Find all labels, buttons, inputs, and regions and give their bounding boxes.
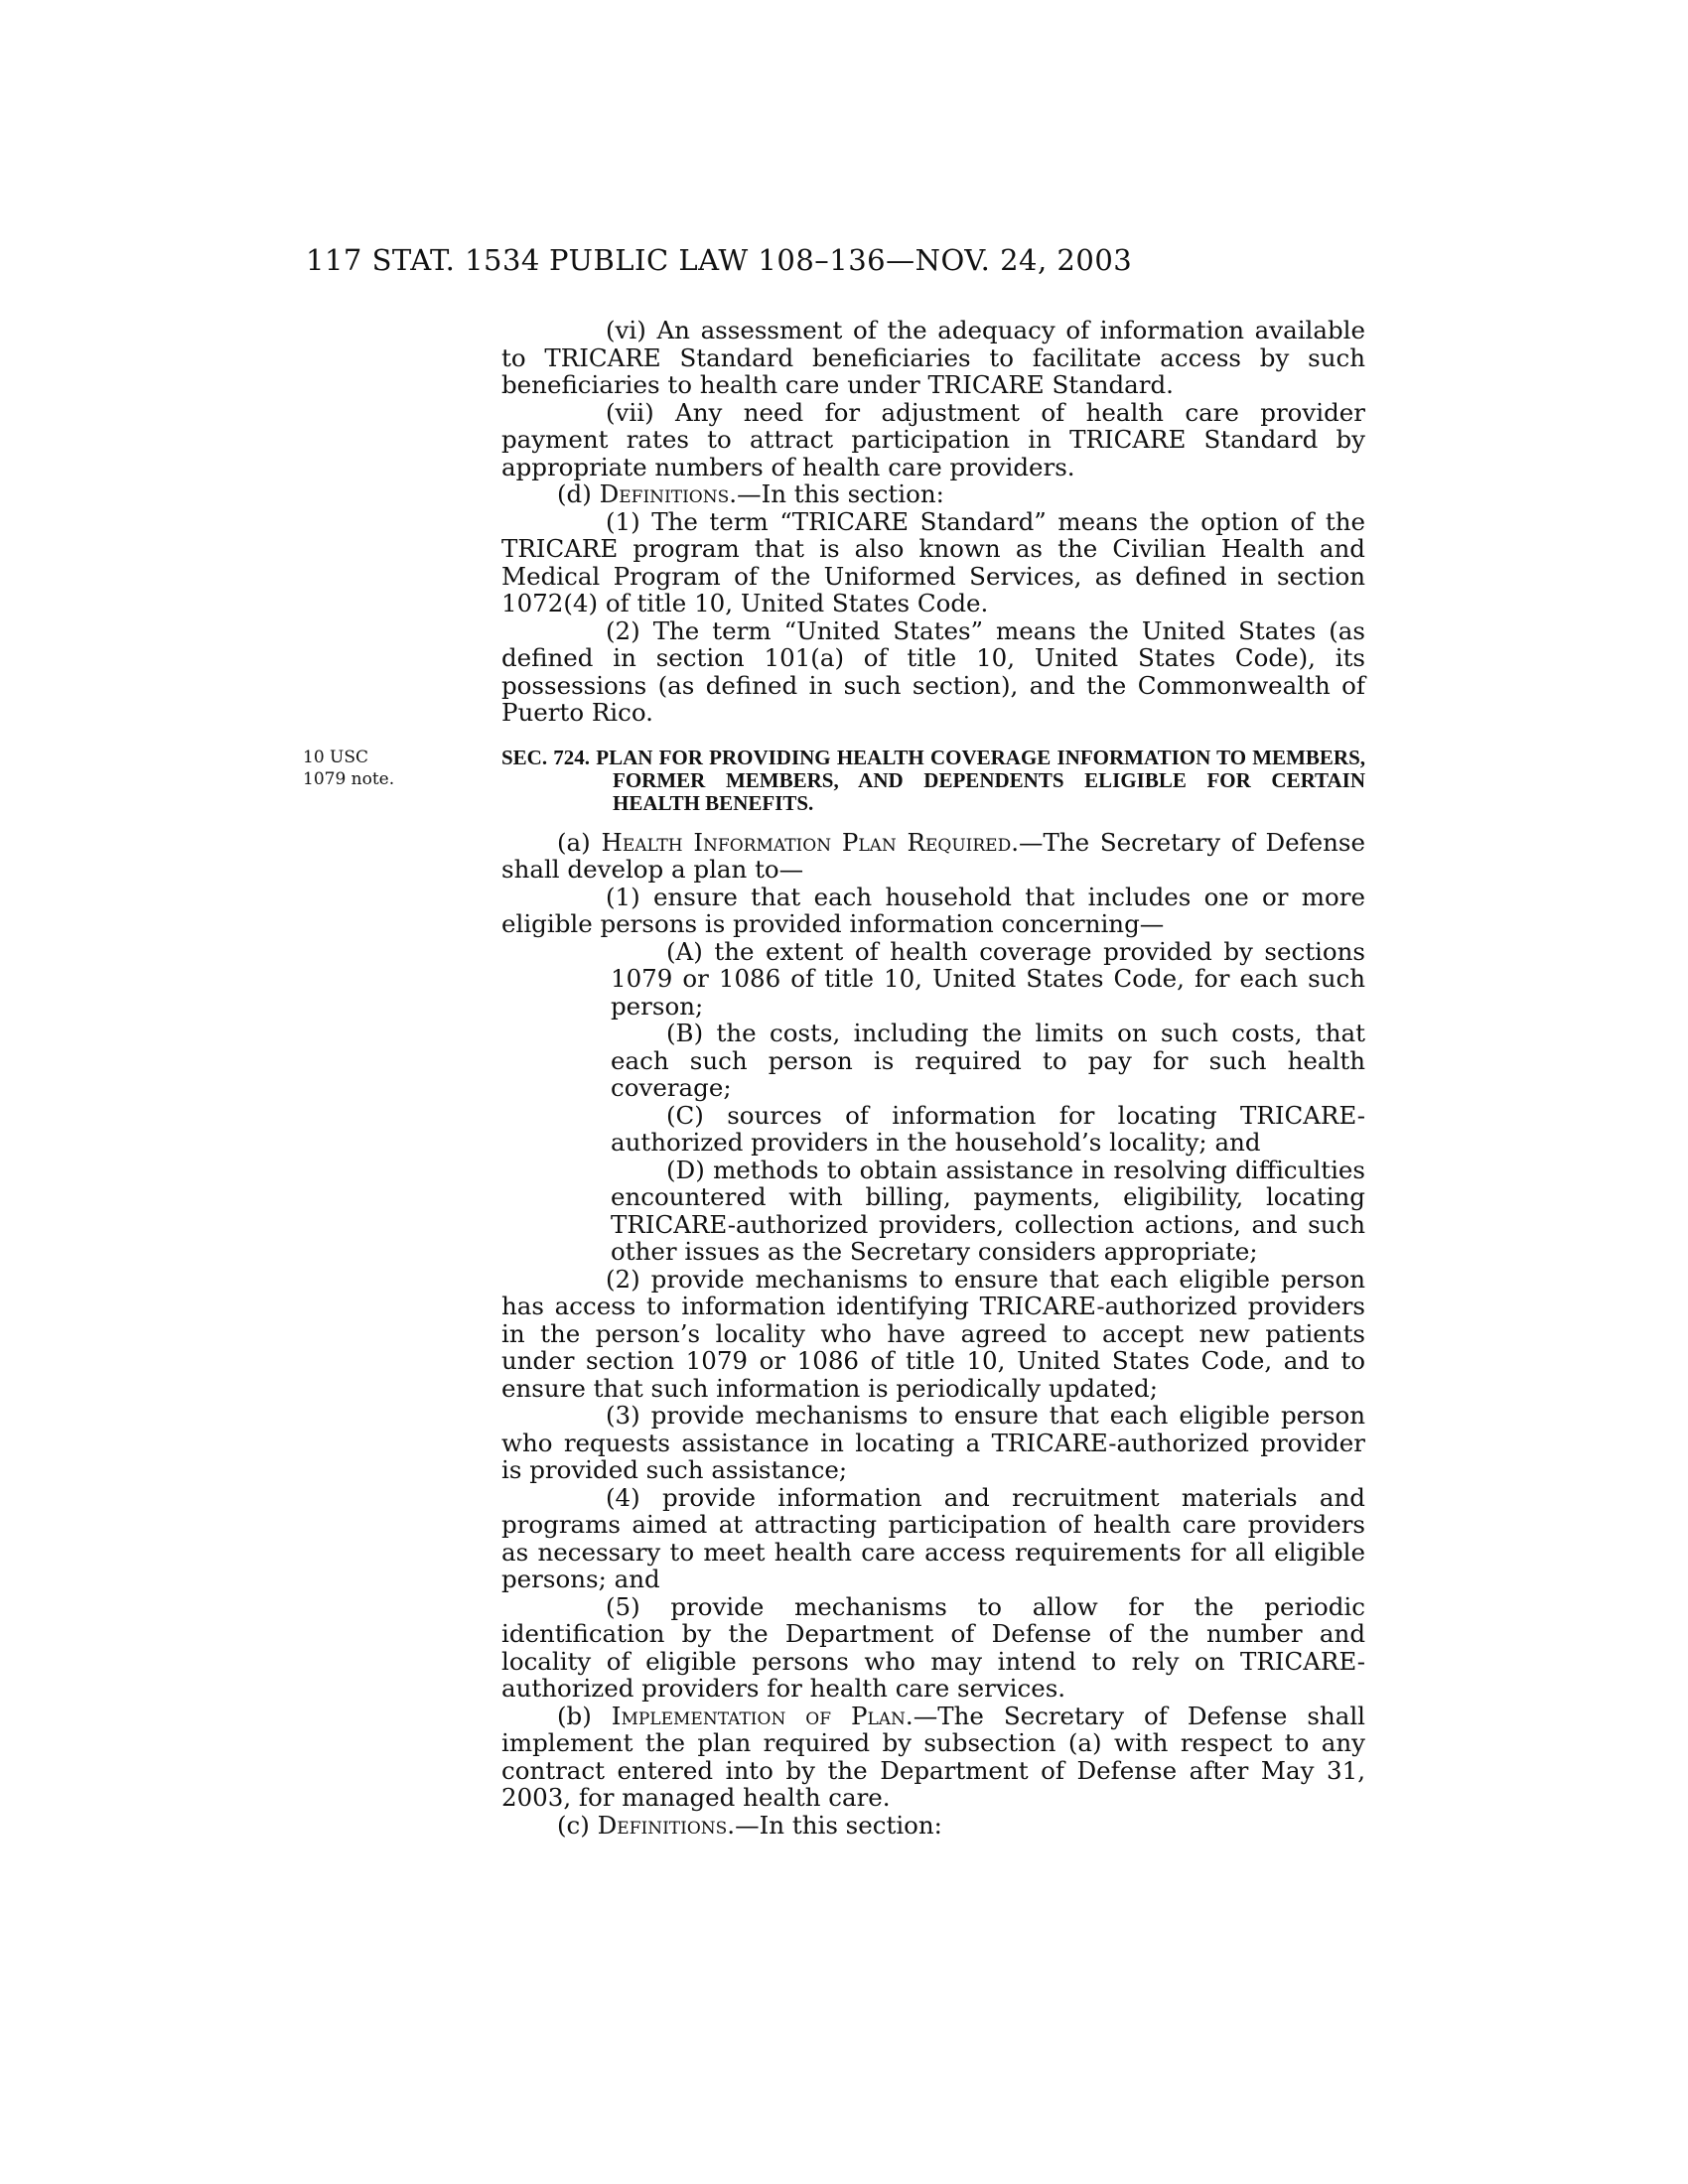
paragraph-a1-A: (A) the extent of health coverage provided by sections 1079 or 1086 of title 10, United States Code, for each such person;	[611, 936, 1365, 1021]
paragraph-a3: (3) provide mechanisms to ensure that each eligible person who requests assistance in locating a TRICARE-authorized provider is provided such assistance;	[501, 1401, 1365, 1484]
definition-2: (2) The term “United States” means the United States (as defined in section 101(a) of title 10, United States Code), its possessions (as defined in such section), and the Commonwealth of Puerto Rico.	[501, 615, 1365, 727]
paragraph-vii: (vii) Any need for adjustment of health care provider payment rates to attract participation in TRICARE Standard by appropriate numbers of health care providers.	[501, 397, 1365, 481]
subsection-d-label: (d)	[557, 479, 600, 508]
subsection-c-heading: Definitions.	[597, 1810, 736, 1840]
public-law-title: PUBLIC LAW 108–136—NOV. 24, 2003	[549, 243, 1133, 277]
paragraph-a2: (2) provide mechanisms to ensure that each eligible person has access to information identifying TRICARE-authorized providers in the person’s locality who have agreed to accept new patients under section 1079 or 1086 of title 10, United States Code, and to ensure that such information is periodically updated;	[501, 1264, 1365, 1403]
page-header	[0, 243, 1688, 303]
paragraph-a1-D: (D) methods to obtain assistance in resolving difficulties encountered with billing, payments, eligibility, locating TRICARE-authorized providers, collection actions, and such other issues as the Secretary considers appropriate;	[611, 1155, 1365, 1266]
subsection-a-heading: Health Information Plan Required.	[601, 827, 1019, 857]
paragraph-vi: (vi) An assessment of the adequacy of information available to TRICARE Standard beneficiaries to facilitate access by such beneficiaries to health care under TRICARE Standard.	[501, 316, 1365, 399]
paragraph-a1-B: (B) the costs, including the limits on such costs, that each such person is required to pay for such health coverage;	[611, 1019, 1365, 1102]
subsection-a	[501, 829, 1365, 884]
paragraph-a1-C: (C) sources of information for locating TRICARE-authorized providers in the household’s locality; and	[611, 1100, 1365, 1157]
subsection-d-heading: Definitions.	[599, 479, 738, 508]
paragraph-a4: (4) provide information and recruitment materials and programs aimed at attracting participation of health care providers as necessary to meet health care access requirements for all eligible persons; and	[501, 1482, 1365, 1593]
subsection-c	[501, 1812, 1365, 1840]
subsection-b-heading: Implementation of Plan.	[611, 1701, 914, 1730]
subsection-d	[501, 480, 1365, 508]
subsection-d-text: —In this section:	[737, 479, 944, 508]
paragraph-a1: (1) ensure that each household that includes one or more eligible persons is provided information concerning—	[501, 882, 1365, 938]
subsection-b	[501, 1703, 1365, 1812]
section-heading: SEC. 724. PLAN FOR PROVIDING HEALTH COVERAGE INFORMATION TO MEMBERS, FORMER MEMBERS, AND DEPENDENTS ELIGIBLE FOR CERTAIN HEALTH BENEFITS.	[501, 745, 1365, 815]
subsection-a-text: —The Secretary of Defense shall develop a plan to—	[501, 827, 1366, 884]
paragraph-a5: (5) provide mechanisms to allow for the periodic identification by the Department of Defense of the number and locality of eligible persons who may intend to rely on TRICARE-authorized providers for health care services.	[501, 1591, 1365, 1703]
document-body	[501, 317, 1365, 1839]
subsection-c-label: (c)	[557, 1810, 598, 1840]
statute-page-reference: 117 STAT. 1534	[306, 243, 540, 277]
subsection-b-label: (b)	[557, 1701, 612, 1730]
subsection-c-text: —In this section:	[735, 1810, 942, 1840]
subsection-a-label: (a)	[557, 827, 602, 857]
margin-citation-note: 10 USC 1079 note.	[303, 748, 395, 789]
subsection-b-text: —The Secretary of Defense shall implement the plan required by subsection (a) with respect to any contract entered into by the Department of Defense after May 31, 2003, for managed health care.	[501, 1701, 1366, 1812]
definition-1: (1) The term “TRICARE Standard” means the option of the TRICARE program that is also known as the Civilian Health and Medical Program of the Uniformed Services, as defined in section 1072(4) of title 10, United States Code.	[501, 506, 1365, 617]
